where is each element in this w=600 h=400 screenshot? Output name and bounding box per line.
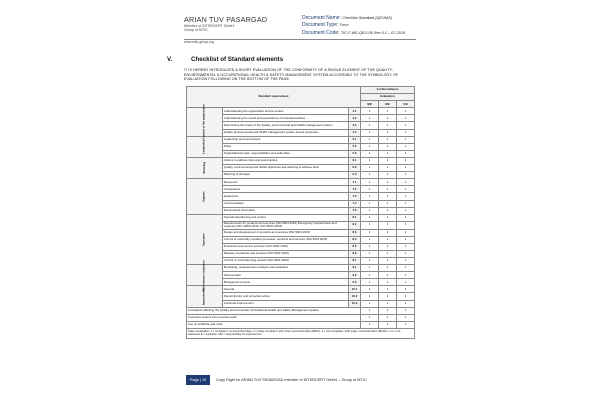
evaluation-cell[interactable]: 1 [379,300,397,307]
evaluation-cell[interactable]: 1 [397,193,415,200]
table-row [187,321,415,328]
footer-copyright: Copy Right for ARIAN TUV PASARGAD member of INTERCERT GmbH – Group of MTIC [216,378,367,382]
requirement-text: Corrective actions from previous audit [187,314,361,321]
evaluation-cell[interactable]: 1 [361,150,379,157]
clause-number: 7.5 [349,207,361,214]
evaluation-header: Evaluation [361,94,415,101]
evaluation-cell[interactable]: 1 [397,150,415,157]
clause-number: 7.3 [349,193,361,200]
requirement-text: Quality, Environmental and OH&S management system and its processes [222,129,348,136]
section-title [167,56,283,63]
clause-number: 8.2 [349,221,361,229]
evaluation-cell[interactable]: 1 [361,115,379,122]
evaluation-cell[interactable]: 1 [397,122,415,129]
requirement-text: Documented information [222,207,348,214]
evaluation-cell[interactable]: 1 [361,257,379,264]
evaluation-cell[interactable]: 1 [361,122,379,129]
header-divider [184,39,416,40]
evaluation-cell[interactable]: 1 [397,279,415,286]
group-label [187,286,223,307]
section-number: V. [167,56,173,63]
clause-number: 10.2 [349,293,361,300]
table-row [187,265,415,272]
evaluation-cell[interactable]: 1 [361,300,379,307]
evaluation-cell[interactable]: 1 [361,286,379,293]
evaluation-cell[interactable]: 1 [397,314,415,321]
requirement-text: Quality, environmental and OH&S objectives and planning to achieve them [222,165,348,172]
requirement-text: Organizational roles, responsibilities and authorities [222,150,348,157]
section-title-text: Checklist of Standard elements [191,56,284,63]
requirement-text: Monitoring, measurement, analysis and evaluation [222,265,348,272]
requirement-text: Operational planning and control [222,214,348,221]
evaluation-cell[interactable]: 1 [397,172,415,179]
clause-number: 10.1 [349,286,361,293]
clause-number: 9.1 [349,265,361,272]
req-header: Standard requirement [187,87,361,108]
company-header [184,15,267,33]
evaluation-cell[interactable]: 1 [379,200,397,207]
requirement-text: Release of products and services (ISO 9001:2015) [222,250,348,257]
clause-number: 8.4 [349,236,361,243]
evaluation-cell[interactable]: 1 [379,221,397,229]
requirement-text: General [222,286,348,293]
evaluation-cell[interactable]: 1 [379,272,397,279]
checklist-table [186,86,415,339]
clause-number: 8.5 [349,243,361,250]
evaluation-cell[interactable]: 1 [379,150,397,157]
clause-number: 7.1 [349,179,361,186]
evaluation-cell[interactable]: 1 [361,321,379,328]
clause-number: 10.3 [349,300,361,307]
surveillance-header: 1st Surveillance [361,87,415,94]
requirement-text: Resources [222,179,348,186]
requirement-text: Communication [222,200,348,207]
document-info [302,15,405,37]
company-name: ARIAN TUV PASARGAD [184,15,268,24]
clause-number: 4.2 [349,115,361,122]
evaluation-cell[interactable]: 1 [361,214,379,221]
requirement-text: Understanding the needs and expectations of interested parties [222,115,348,122]
table-row [187,136,415,143]
evaluation-cell[interactable]: 1 [397,129,415,136]
evaluation-cell[interactable]: 1 [379,229,397,236]
evaluation-cell[interactable]: 1 [379,265,397,272]
doc-name-value: Checklist Standard (QEOMS) [342,16,392,20]
evaluation-cell[interactable]: 1 [361,279,379,286]
evaluation-cell[interactable]: 1 [379,286,397,293]
evaluation-cell[interactable]: 1 [397,143,415,150]
requirement-text: Use of certificate and mark [187,321,361,328]
evaluation-cell[interactable]: 1 [397,236,415,243]
evaluation-cell[interactable]: 1 [379,179,397,186]
evaluation-cell[interactable]: 1 [361,236,379,243]
clause-number: 7.4 [349,200,361,207]
notes-row [187,328,415,338]
evaluation-cell[interactable]: 1 [361,314,379,321]
clause-number: 6.3 [349,172,361,179]
evaluation-cell[interactable]: 1 [361,221,379,229]
requirement-text: Internal audit [222,272,348,279]
evaluation-cell[interactable]: 1 [379,250,397,257]
doc-name-label: Document Name: [302,15,341,21]
evaluation-cell[interactable]: 1 [379,172,397,179]
evaluation-cell[interactable]: 1 [361,265,379,272]
evaluation-cell[interactable]: 1 [361,108,379,115]
evaluation-cell[interactable]: 1 [397,293,415,300]
checklist-body [187,104,415,338]
evaluation-cell[interactable]: 1 [397,214,415,221]
clause-number: 5.2 [349,143,361,150]
evaluation-cell[interactable]: 1 [397,165,415,172]
col-header-em: EM [379,101,397,108]
requirement-text: Control of externally provided processes, products and services (ISO 9001:2015) [222,236,348,243]
evaluation-cell[interactable]: 1 [361,136,379,143]
evaluation-cell[interactable]: 1 [397,250,415,257]
section-intro: IT IS HEREBY INTRODUCED A SHORT EVALUATION OF THE CONFORMITY OF A SINGLE ELEMENT OF THE QUALITY, ENVIRONMENTAL & OCCUPATIONAL HEALTH & SAFETY MANAGEMENT SYSTEM ACCORDING TO THE SYMBOLOGY OF EVALUATION FOLLOWING ON THE BOTTOM OF THE PAGE. [184,68,399,82]
col-header-qm: QM [361,101,379,108]
requirement-text: Understanding the organization and its context [222,108,348,115]
evaluation-cell[interactable]: 1 [397,307,415,314]
group-label-text: Planning [202,162,206,174]
evaluation-cell[interactable]: 1 [379,165,397,172]
evaluation-cell[interactable]: 1 [379,293,397,300]
evaluation-cell[interactable]: 1 [397,207,415,214]
evaluation-cell[interactable]: 1 [361,293,379,300]
evaluation-cell[interactable]: 1 [397,221,415,229]
clause-number: 9.3 [349,279,361,286]
evaluation-cell[interactable]: 1 [361,165,379,172]
company-member: Member of INTERCERT GmbH [184,24,234,28]
clause-number: 8.1 [349,214,361,221]
requirement-text: Policy [222,143,348,150]
evaluation-cell[interactable]: 1 [379,321,397,328]
evaluation-cell[interactable]: 1 [379,157,397,164]
evaluation-cell[interactable]: 1 [397,115,415,122]
evaluation-cell[interactable]: 1 [361,200,379,207]
doc-code-label: Document Code: [302,29,340,36]
evaluation-cell[interactable]: 1 [379,207,397,214]
clause-number: 5.1 [349,136,361,143]
website-link[interactable]: www.mtic-group.org [184,40,214,44]
evaluation-cell[interactable]: 1 [397,186,415,193]
evaluation-cell[interactable]: 1 [397,321,415,328]
evaluation-cell[interactable]: 1 [361,186,379,193]
evaluation-cell[interactable]: 1 [361,307,379,314]
evaluation-cell[interactable]: 1 [361,129,379,136]
evaluation-cell[interactable]: 1 [379,193,397,200]
col-header-oh: OH [397,101,415,108]
evaluation-cell[interactable]: 1 [361,172,379,179]
doc-code-value: TIC-F-MS-QEO-06 Rev 0.1 – 07-2019 [340,30,406,35]
page-number: Page | 10 [186,375,210,385]
evaluation-cell[interactable]: 1 [361,272,379,279]
clause-number: 8.3 [349,229,361,236]
group-label-text: Leadership [202,139,206,154]
requirement-text: Production and service provision (ISO 9001:2015) [222,243,348,250]
group-label-text: Improvement [202,288,206,305]
doc-type-label: Document Type: [302,22,339,29]
table-row [187,286,415,293]
evaluation-cell[interactable]: 1 [379,257,397,264]
clause-number: 4.3 [349,122,361,129]
requirement-text: Design and development of products and services (ISO 9001:2015) [222,229,348,236]
requirement-text: Management review [222,279,348,286]
table-row [187,307,415,314]
evaluation-cell[interactable]: 1 [379,136,397,143]
clause-number: 8.7 [349,257,361,264]
clause-number: 6.2 [349,165,361,172]
group-label-text: Context of the organization [202,104,206,140]
group-label [187,157,223,178]
requirement-text: Nonconformity and corrective action [222,293,348,300]
requirement-text: Awareness [222,193,348,200]
requirement-text: Actions to address risks and opportunities [222,157,348,164]
table-row [187,179,415,186]
evaluation-cell[interactable]: 1 [397,229,415,236]
group-label-text: Performance evaluation [202,259,206,291]
evaluation-cell[interactable]: 1 [397,265,415,272]
group-label [187,214,223,264]
evaluation-cell[interactable]: 1 [397,286,415,293]
evaluation-notes: Notes: Evaluation: 1 = compliant / no nonconformities, 2 = partly compliant / with minor nonconformities (MINC), 3 = non-compliant / with major nonconformities (MANC), n.a. = not assessed, E = exclusion, OFI = opportunities for improvement [187,328,415,338]
evaluation-cell[interactable]: 1 [361,143,379,150]
evaluation-cell[interactable]: 1 [379,243,397,250]
requirement-text: Competence [222,186,348,193]
evaluation-cell[interactable]: 1 [361,157,379,164]
doc-type-value: Form [339,23,349,28]
company-group: Group of MTIC [184,28,208,33]
evaluation-cell[interactable]: 1 [379,115,397,122]
group-label-text: Support [202,191,206,202]
evaluation-cell[interactable]: 1 [397,179,415,186]
clause-number: 4.4 [349,129,361,136]
clause-number: 6.1 [349,157,361,164]
evaluation-cell[interactable]: 1 [379,314,397,321]
page-footer [186,376,367,384]
group-label [187,259,223,291]
requirement-text: Complaints affecting the Quality, Environmental, Occupational Health and Safety Management System [187,307,361,314]
table-row [187,157,415,164]
evaluation-cell[interactable]: 1 [397,200,415,207]
clause-number: 9.2 [349,272,361,279]
requirement-text: Continual improvement [222,300,348,307]
evaluation-cell[interactable]: 1 [397,272,415,279]
evaluation-cell[interactable]: 1 [361,229,379,236]
evaluation-cell[interactable]: 1 [379,236,397,243]
evaluation-cell[interactable]: 1 [379,186,397,193]
evaluation-cell[interactable]: 1 [379,143,397,150]
evaluation-cell[interactable]: 1 [397,108,415,115]
evaluation-cell[interactable]: 1 [361,243,379,250]
evaluation-cell[interactable]: 1 [397,257,415,264]
group-label [187,179,223,214]
table-row [187,314,415,321]
clause-number: 4.1 [349,108,361,115]
evaluation-cell[interactable]: 1 [397,157,415,164]
evaluation-cell[interactable]: 1 [379,214,397,221]
evaluation-cell[interactable]: 1 [361,207,379,214]
clause-number: 7.2 [349,186,361,193]
evaluation-cell[interactable]: 1 [397,136,415,143]
evaluation-cell[interactable]: 1 [361,250,379,257]
evaluation-cell[interactable]: 1 [397,243,415,250]
evaluation-cell[interactable]: 1 [379,108,397,115]
requirement-text: Planning of changes [222,172,348,179]
table-row [187,108,415,115]
group-label-text: Operation [202,233,206,246]
group-label [187,136,223,157]
requirement-text: Leadership and commitment [222,136,348,143]
clause-number: 5.3 [349,150,361,157]
requirement-text: Control of nonconforming outputs (ISO 9001:2015) [222,257,348,264]
evaluation-cell[interactable]: 1 [379,279,397,286]
evaluation-cell[interactable]: 1 [379,122,397,129]
group-label [187,104,223,140]
evaluation-cell[interactable]: 1 [379,307,397,314]
requirement-text: Determining the scope of the Quality, environmental and OH&S management system [222,122,348,129]
evaluation-cell[interactable]: 1 [361,193,379,200]
evaluation-cell[interactable]: 1 [379,129,397,136]
evaluation-cell[interactable]: 1 [361,179,379,186]
requirement-text: Requirements for products and services (ISO 9001:2015) Emergency preparedness and response (ISO 14001:2015, ISO 45001:2018) [222,221,348,229]
clause-number: 8.6 [349,250,361,257]
evaluation-cell[interactable]: 1 [397,300,415,307]
